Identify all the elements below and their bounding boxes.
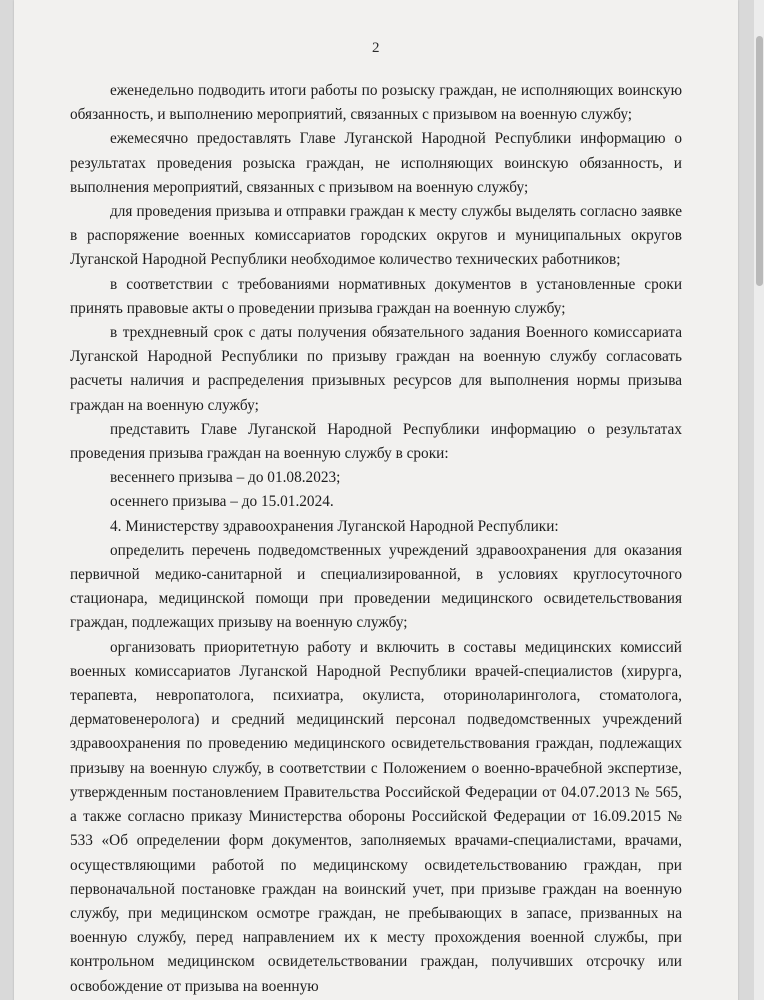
paragraph: для проведения призыва и отправки граждан к месту службы выделять согласно заявке в распоряжение военных комиссариатов городских округов и муниципальных округов Луганской Народной Республики необходимое количество технических работников; [70,203,682,269]
paragraph-numbered-item: 4. Министерству здравоохранения Луганской Народной Республики: [110,517,559,535]
paragraph: организовать приоритетную работу и включить в составы медицинских комиссий военных комиссариатов Луганской Народной Республики врачей-специалистов (хирурга, терапевта, невропатолога, психиатра, окулиста, оториноларинголога, стоматолога, дерматовенеролога) и средний медицинский персонал подведомственных учреждений здравоохранения по проведению медицинского освидетельствования граждан, подлежащих призыву на военную службу, в соответствии с Положением о военно-врачебной экспертизе, утвержденным постановлением Правительства Российской Федерации от 04.07.2013 № 565, а также согласно приказу Министерства обороны Российской Федерации от 16.09.2015 № 533 «Об определении форм документов, заполняемых врачами-специалистами, врачами, осуществляющими работой по медицинскому освидетельствованию граждан, при первоначальной постановке граждан на воинский учет, при призыве граждан на военную службу, при медицинском осмотре граждан, не пребывающих в запасе, призванных на военную службу, перед направлением их к месту прохождения военной службы, при контрольном медицинском освидетельствовании граждан, получивших отсрочку или освобождение от призыва на военную [70,638,682,995]
vertical-scrollbar[interactable] [754,0,764,1000]
paragraph: представить Главе Луганской Народной Республики информацию о результатах проведения призыва граждан на военную службу в сроки: [70,420,682,463]
paragraph: в трехдневный срок с даты получения обязательного задания Военного комиссариата Луганской Народной Республики по призыву граждан на военную службу согласовать расчеты наличия и распределения призывных ресурсов для выполнения нормы призыва граждан на военную службу; [70,324,682,414]
paragraph: весеннего призыва – до 01.08.2023; [110,469,341,487]
document-text-body [70,79,682,999]
document-page [14,0,738,1000]
scrollbar-thumb[interactable] [756,36,763,286]
page-number: 2 [372,40,380,56]
paragraph: в соответствии с требованиями нормативных документов в установленные сроки принять правовые акты о проведении призыва граждан на военную службу; [70,275,682,317]
paragraph: еженедельно подводить итоги работы по розыску граждан, не исполняющих воинскую обязанность, и выполнению мероприятий, связанных с призывом на военную службу; [70,82,682,124]
page-left-margin-area [0,0,14,1000]
paragraph: определить перечень подведомственных учреждений здравоохранения для оказания первичной медико-санитарной и специализированной, в условиях круглосуточного стационара, медицинской помощи при проведении медицинского освидетельствования граждан, подлежащих призыву на военную службу; [70,541,682,632]
paragraph: ежемесячно предоставлять Главе Луганской Народной Республики информацию о результатах проведения розыска граждан, не исполняющих воинскую обязанность, и выполнения мероприятий, связанных с призывом на военную службу; [70,130,682,196]
paragraph: осеннего призыва – до 15.01.2024. [110,493,334,511]
page-content [14,0,738,1000]
